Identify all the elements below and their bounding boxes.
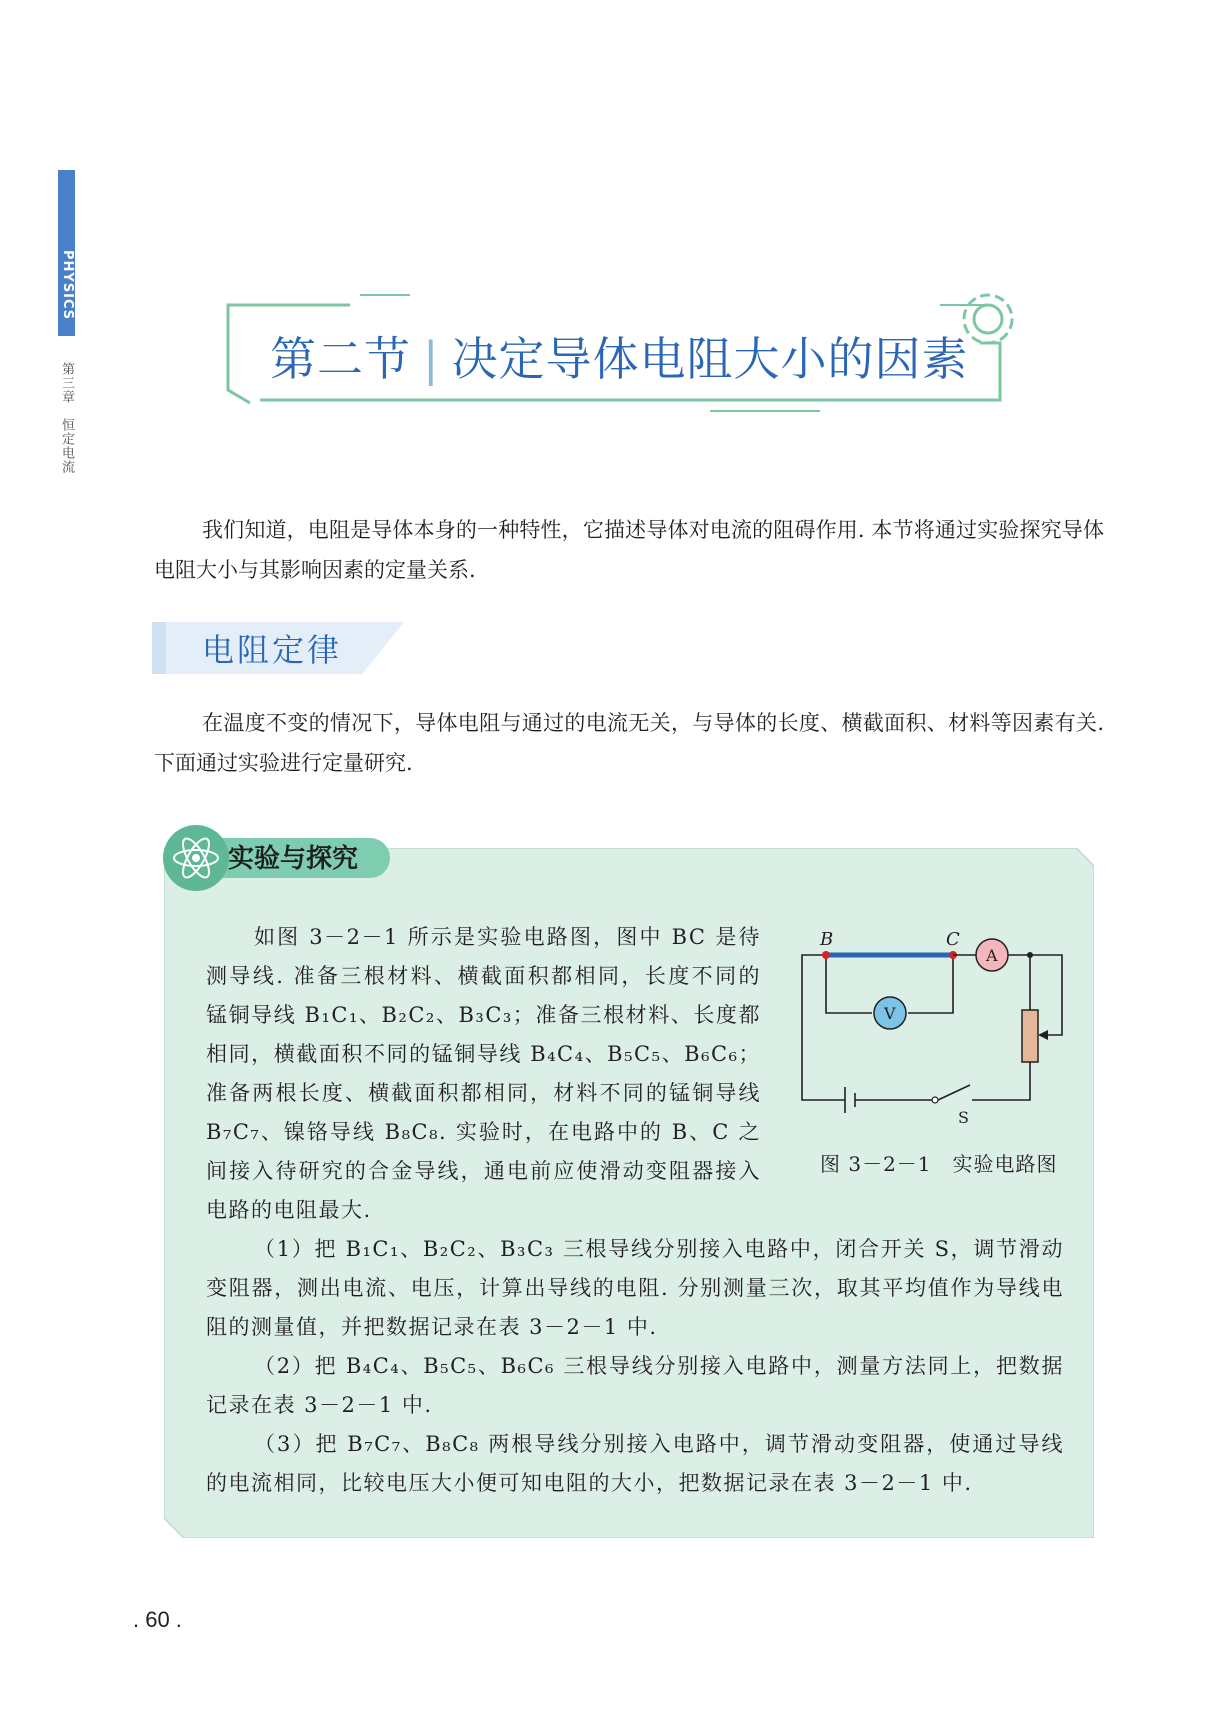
intro-paragraph: 我们知道，电阻是导体本身的一种特性，它描述导体对电流的阻碍作用. 本节将通过实验探究导体电阻大小与其影响因素的定量关系. bbox=[154, 518, 1104, 582]
page-number: . 60 . bbox=[133, 1607, 182, 1632]
voltmeter-label: V bbox=[884, 1004, 896, 1023]
label-b: B bbox=[820, 929, 834, 950]
section-title bbox=[270, 323, 1030, 389]
rheostat bbox=[1022, 1010, 1038, 1062]
subsection-title: 电阻定律 bbox=[202, 631, 343, 669]
experiment-paragraph: 如图 3－2－1 所示是实验电路图，图中 BC 是待测导线. 准备三根材料、横截面积都相同，长度不同的锰铜导线 B₁C₁、B₂C₂、B₃C₃；准备三根材料、长度都相同，横截面积不同的锰铜导线 B₄C₄、B₅C₅、B₆C₆；准备两根长度、横截面积都相同，材料不同的锰铜导线 B₇C₇、镍铬导线 B₈C₈. 实验时，在电路中的 B、C 之间接入待研究的合金导线，通电前应使滑动变阻器接入电路的电阻最大. bbox=[206, 925, 761, 1222]
experiment-step-1: （1）把 B₁C₁、B₂C₂、B₃C₃ 三根导线分别接入电路中，闭合开关 S，调节滑动变阻器，测出电流、电压，计算出导线的电阻. 分别测量三次，取其平均值作为导线电阻的测量值，并把数据记录在表 3－2－1 中. bbox=[206, 1237, 1064, 1339]
circuit-diagram bbox=[790, 925, 1090, 1125]
experiment-step-2: （2）把 B₄C₄、B₅C₅、B₆C₆ 三根导线分别接入电路中，测量方法同上，把数据记录在表 3－2－1 中. bbox=[206, 1354, 1064, 1417]
switch-label: S bbox=[958, 1108, 969, 1125]
title-divider: | bbox=[423, 332, 440, 386]
section-name: 决定导体电阻大小的因素 bbox=[451, 332, 969, 386]
figure-caption: 图 3－2－1 实验电路图 bbox=[820, 1152, 1058, 1176]
subsection-paragraph: 在温度不变的情况下，导体电阻与通过的电流无关，与导体的长度、横截面积、材料等因素有关. 下面通过实验进行定量研究. bbox=[154, 711, 1104, 775]
sidebar-chapter-label: 第三章 恒定电流 bbox=[59, 362, 74, 474]
experiment-label: 实验与探究 bbox=[228, 844, 359, 874]
label-c: C bbox=[946, 929, 960, 950]
sidebar-physics-tag: PHYSICS bbox=[60, 250, 75, 321]
section-number: 第二节 bbox=[270, 332, 411, 386]
ammeter-label: A bbox=[986, 946, 998, 965]
ammeter bbox=[953, 939, 1008, 971]
experiment-step-3: （3）把 B₇C₇、B₈C₈ 两根导线分别接入电路中，调节滑动变阻器，使通过导线的电流相同，比较电压大小便可知电阻的大小，把数据记录在表 3－2－1 中. bbox=[206, 1432, 1064, 1495]
